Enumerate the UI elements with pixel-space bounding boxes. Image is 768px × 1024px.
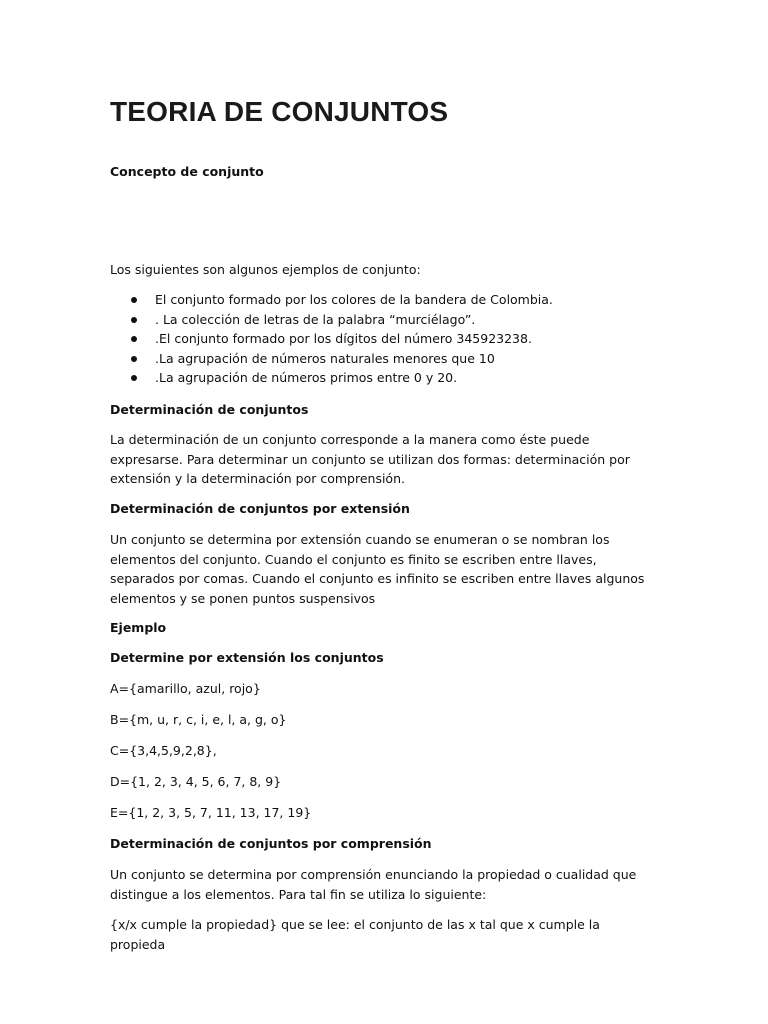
list-item: .El conjunto formado por los dígitos del número 345923238. [110,329,658,349]
determinacion-heading: Determinación de conjuntos [110,402,309,417]
ejemplo-heading: Ejemplo [110,620,167,635]
comprension-heading: Determinación de conjuntos por comprensión [110,836,432,851]
concepto-heading: Concepto de conjunto [110,164,264,179]
bullet-icon [131,297,137,303]
list-item: .La agrupación de números primos entre 0 y 20. [110,368,658,388]
ejemplos-intro: Los siguientes son algunos ejemplos de conjunto: [110,262,421,277]
examples-list [110,290,658,388]
determine-heading: Determine por extensión los conjuntos [110,650,384,665]
bullet-icon [131,375,137,381]
bullet-icon [131,336,137,342]
set-c: C={3,4,5,9,2,8}, [110,743,217,758]
set-d: D={1, 2, 3, 4, 5, 6, 7, 8, 9} [110,774,282,789]
determinacion-paragraph: La determinación de un conjunto corresponde a la manera como éste puede expresarse. Para determinar un conjunto se utilizan dos formas: determinación por extensión y la determinación por comprensión. [110,432,630,486]
list-item: . La colección de letras de la palabra “murciélago”. [110,310,658,330]
extension-paragraph: Un conjunto se determina por extensión cuando se enumeran o se nombran los elementos del conjunto. Cuando el conjunto es finito se escriben entre llaves, separados por comas. Cuando el conjunto es infinito se escriben entre llaves algunos elementos y se ponen puntos suspensivos [110,532,645,606]
page-title: TEORIA DE CONJUNTOS [110,96,449,127]
set-b: B={m, u, r, c, i, e, l, a, g, o} [110,712,287,727]
list-item: El conjunto formado por los colores de la bandera de Colombia. [110,290,658,310]
extension-heading: Determinación de conjuntos por extensión [110,501,410,516]
bullet-icon [131,317,137,323]
list-item: .La agrupación de números naturales menores que 10 [110,349,658,369]
set-a: A={amarillo, azul, rojo} [110,681,261,696]
bullet-icon [131,356,137,362]
comprension-paragraph-2: {x/x cumple la propiedad} que se lee: el conjunto de las x tal que x cumple la propieda [110,917,600,952]
comprension-paragraph: Un conjunto se determina por comprensión enunciando la propiedad o cualidad que distingue a los elementos. Para tal fin se utiliza lo siguiente: [110,867,637,902]
set-e: E={1, 2, 3, 5, 7, 11, 13, 17, 19} [110,805,312,820]
